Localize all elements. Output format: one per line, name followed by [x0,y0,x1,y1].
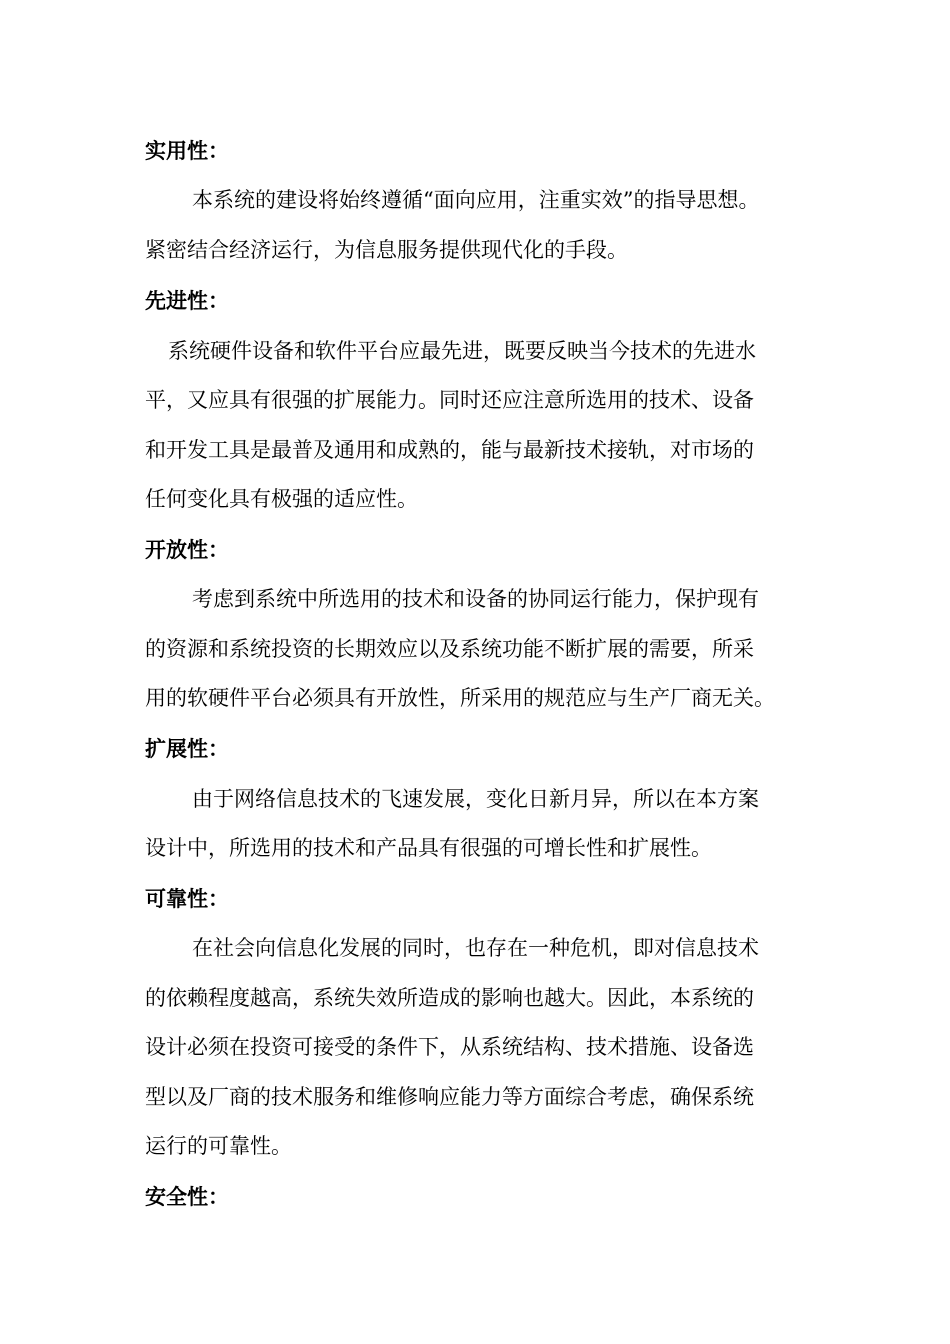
paragraph-line: 在社会向信息化发展的同时，也存在一种危机，即对信息技术 [192,936,759,960]
section-heading-reliability: 可靠性： [145,886,229,911]
paragraph-line: 紧密结合经济运行，为信息服务提供现代化的手段。 [145,238,628,262]
paragraph-line: 运行的可靠性。 [145,1134,292,1158]
paragraph-line: 由于网络信息技术的飞速发展，变化日新月异，所以在本方案 [192,787,759,811]
paragraph-line: 的依赖程度越高，系统失效所造成的影响也越大。因此，本系统的 [145,986,754,1010]
paragraph-line: 的资源和系统投资的长期效应以及系统功能不断扩展的需要，所采 [145,637,754,661]
paragraph-line: 型以及厂商的技术服务和维修响应能力等方面综合考虑，确保系统 [145,1085,754,1109]
section-heading-openness: 开放性： [145,537,229,562]
section-heading-practicality: 实用性： [145,138,229,163]
paragraph-line: 设计必须在投资可接受的条件下，从系统结构、技术措施、设备选 [145,1035,754,1059]
paragraph-line: 用的软硬件平台必须具有开放性，所采用的规范应与生产厂商无关。 [145,686,775,710]
paragraph-line: 系统硬件设备和软件平台应最先进，既要反映当今技术的先进水 [168,339,756,363]
paragraph-line: 本系统的建设将始终遵循“面向应用，注重实效”的指导思想。 [192,188,760,212]
paragraph-line: 任何变化具有极强的适应性。 [145,487,418,511]
paragraph-line: 考虑到系统中所选用的技术和设备的协同运行能力，保护现有 [192,587,759,611]
section-heading-advancement: 先进性： [145,288,229,313]
section-heading-scalability: 扩展性： [145,736,229,761]
paragraph-line: 和开发工具是最普及通用和成熟的，能与最新技术接轨，对市场的 [145,438,754,462]
section-heading-security: 安全性： [145,1184,229,1209]
paragraph-line: 设计中，所选用的技术和产品具有很强的可增长性和扩展性。 [145,836,712,860]
paragraph-line: 平，又应具有很强的扩展能力。同时还应注意所选用的技术、设备 [145,388,754,412]
